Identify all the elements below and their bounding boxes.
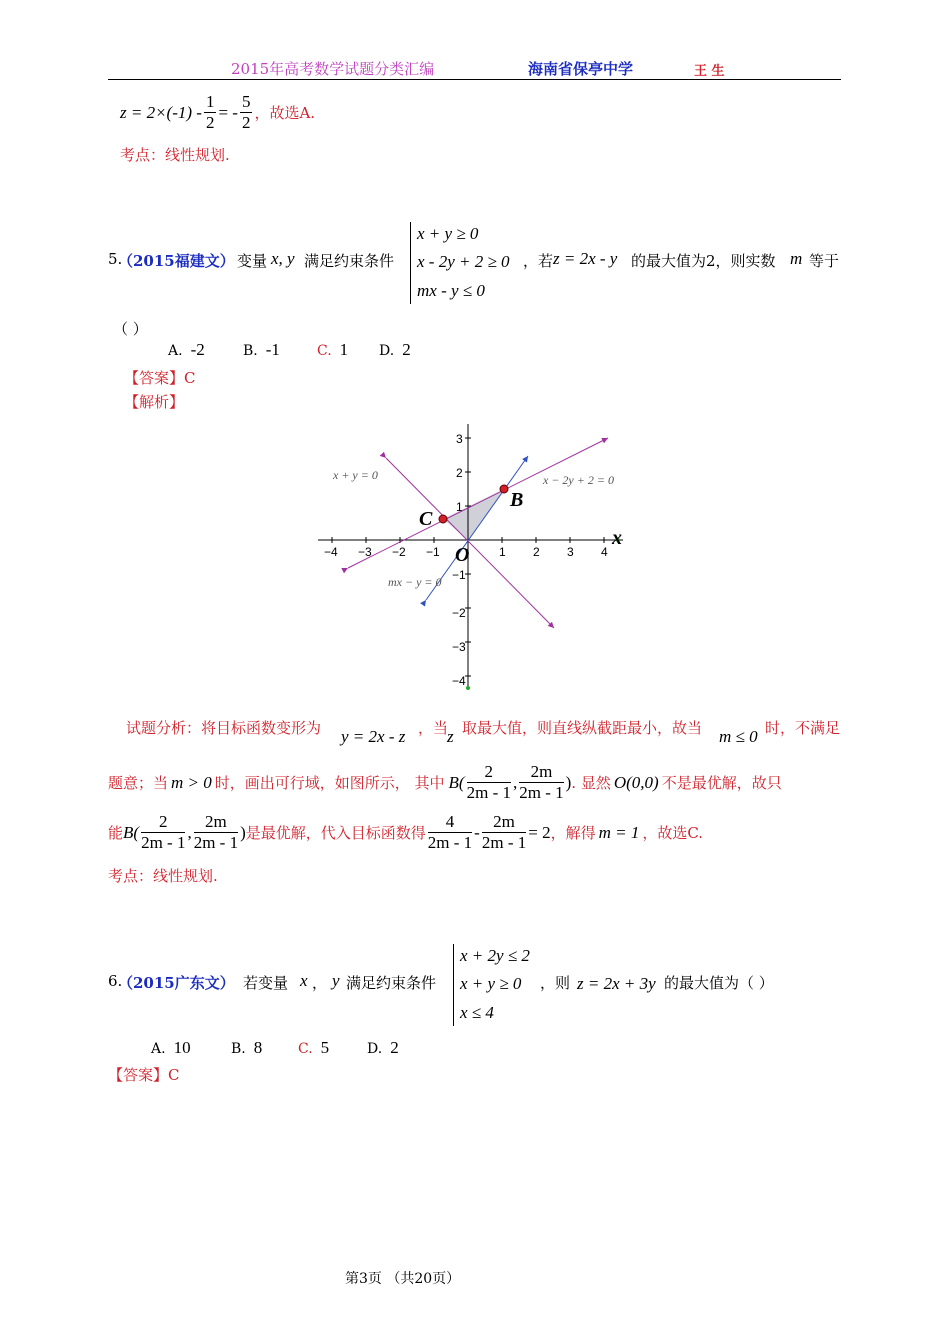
analysis-l3-a: 能 [108,824,124,842]
analysis-l1-formula: y = 2x - z [341,727,406,746]
q5-option-a: A. -2 [168,340,205,359]
q6-option-b: B. 8 [231,1038,263,1057]
q6-constraint-3: x ≤ 4 [460,1003,494,1022]
fraction-half: $\frac{1}{2}$ [205,92,215,132]
x-tick: 4 [601,545,608,559]
q6-source: （2015广东文） [118,974,235,992]
analysis-l3-f: ，故选C. [642,824,704,842]
q5-constraint-1: x + y ≥ 0 [417,224,479,243]
q6-stem-3: ，则 [540,974,571,992]
analysis-l3-eq: = 2 [528,822,551,842]
header-rule [108,79,841,80]
analysis-l1-z: z [447,727,454,746]
page-footer: 第3页 （共20页） [345,1271,461,1287]
label-origin: O [455,544,470,566]
analysis-l2-b-close: ) [565,772,572,792]
y-tick: −1 [452,568,466,582]
point-c-marker [439,515,447,523]
x-tick: −2 [392,545,406,559]
line-x-plus-y [386,458,554,628]
analysis-l1-e: 取最大值，则直线纵截距最小，故当 [462,719,703,737]
fraction-five-half: $\frac{5}{2}$ [241,92,251,132]
analysis-l3-b-close: ) [240,822,246,842]
q5-objective: z = 2x - y [553,249,618,268]
header-left: 2015年高考数学试题分类汇编 [231,60,435,78]
label-line-1: x + y = 0 [333,468,378,482]
label-line-2: x − 2y + 2 = 0 [543,473,614,487]
analysis-l2-h: 不是最优解，故只 [661,774,782,792]
q5-constraint-3: mx - y ≤ 0 [417,281,485,300]
analysis-l3-result: m = 1 [598,822,640,842]
header-school: 海南省保亭中学 [528,60,634,78]
analysis-l2-b-open: B( [448,772,465,792]
prev-conclusion: ，故选A. [254,104,316,122]
x-tick: −4 [324,545,338,559]
header-author: 王 生 [694,64,725,79]
analysis-kaodian: 考点：线性规划. [108,867,218,885]
y-tick: 2 [456,466,463,480]
y-tick: 3 [456,432,463,446]
x-tick: 2 [533,545,540,559]
q5-stem-3: ，若 [523,252,554,270]
q6-option-c: C. 5 [298,1038,330,1057]
analysis-l1-cond: m ≤ 0 [719,727,758,746]
formula-eq: = - [218,102,238,122]
q6-stem-4: 的最大值为（ ） [664,974,774,992]
analysis-l3-b: 是最优解，代入目标函数得 [245,824,426,842]
point-b-marker [500,485,508,493]
y-tick: −3 [452,640,466,654]
analysis-l2-origin: O(0,0) [613,772,659,792]
q5-number: 5. [108,250,123,268]
eq-fraction-2: $\frac{2m}{2m - 1}$ [481,812,527,852]
q5-brace [410,222,411,304]
b-x-fraction: $\frac{2}{2m - 1}$ [466,762,511,802]
x-tick: 3 [567,545,574,559]
feasible-region-figure [318,418,638,698]
q5-param: m [790,249,803,268]
q6-stem-1: 若变量 [243,974,289,992]
q5-option-b: B. -1 [243,340,280,359]
analysis-l1-g: 时，不满足 [765,719,841,737]
q6-stem-2: 满足约束条件 [346,974,437,992]
eq-fraction-1: $\frac{4}{2m - 1}$ [427,812,473,852]
q5-analysis-label: 【解析】 [124,393,185,411]
y-tick: 1 [456,500,463,514]
q6-answer: 【答案】C [108,1066,180,1084]
q5-paren: （ ） [113,320,148,338]
q5-answer: 【答案】C [124,369,196,387]
q5-option-c: C. 1 [317,340,349,359]
b-y-fraction: $\frac{2m}{2m - 1}$ [519,762,564,802]
label-line-3: mx − y = 0 [388,575,442,589]
q6-var-y: y [332,971,340,990]
y-axis-end-dot [466,686,470,690]
q6-brace [453,944,454,1026]
q5-stem-2: 满足约束条件 [304,252,395,270]
prev-solution-formula [120,92,315,133]
analysis-l2-a: 题意；当 [108,774,169,792]
analysis-l1-a: 试题分析：将目标函数变形为 [126,719,322,737]
analysis-l2-f: . 显然 [571,774,611,792]
q6-option-d: D. 2 [367,1038,399,1057]
q5-option-d: D. 2 [379,340,411,359]
label-point-b: B [510,489,524,511]
q6-var-x: x [300,971,308,990]
q5-stem-5: 等于 [809,252,840,270]
analysis-line-2: 题意；当 m > 0 时，画出可行域，如图所示， 其中 B( $\frac{2}{2m - 1}$ , $\frac{2m}{2m - 1}$ ) . 显然 O(0,0) 不是最优解，故只 [108,762,782,802]
x-tick: −3 [358,545,372,559]
label-x-axis: x [612,527,622,549]
analysis-l2-c: 时，画出可行域，如图所示， 其中 [214,774,445,792]
q5-vars: x, y [271,249,295,268]
analysis-l3-b-open: B( [123,822,140,842]
analysis-l1-c: ，当 [418,719,449,737]
q5-stem-4: 的最大值为2，则实数 [631,252,776,270]
analysis-l3-minus: - [474,822,480,842]
q5-constraint-2: x - 2y + 2 ≥ 0 [417,252,510,271]
x-tick: 1 [499,545,506,559]
q6-number: 6. [108,972,123,990]
b-y-fraction-2: $\frac{2m}{2m - 1}$ [193,812,239,852]
formula-head: z = 2×(-1) - [120,102,202,122]
analysis-l2-cond: m > 0 [171,772,212,792]
x-tick: −1 [426,545,440,559]
q6-option-a: A. 10 [151,1038,191,1057]
q6-constraint-2: x + y ≥ 0 [460,974,522,993]
q6-comma: ， [312,974,328,992]
y-tick: −4 [452,674,466,688]
b-x-fraction-2: $\frac{2}{2m - 1}$ [141,812,186,852]
analysis-l3-d: ，解得 [550,824,596,842]
y-tick: −2 [452,606,466,620]
q6-constraint-1: x + 2y ≤ 2 [460,946,530,965]
analysis-line-3: 能 B( $\frac{2}{2m - 1}$ , $\frac{2m}{2m - 1}$ ) 是最优解，代入目标函数得 $\frac{4}{2m - 1}$ - $\frac{2m}{2m - 1}$ = 2 ，解得 m = 1 ，故选C. [108,812,704,852]
q5-source: （2015福建文） [118,252,235,270]
label-point-c: C [419,508,433,530]
q5-stem-1: 变量 [237,252,268,270]
prev-kaodian: 考点：线性规划. [120,146,230,164]
q6-objective: z = 2x + 3y [577,974,656,993]
